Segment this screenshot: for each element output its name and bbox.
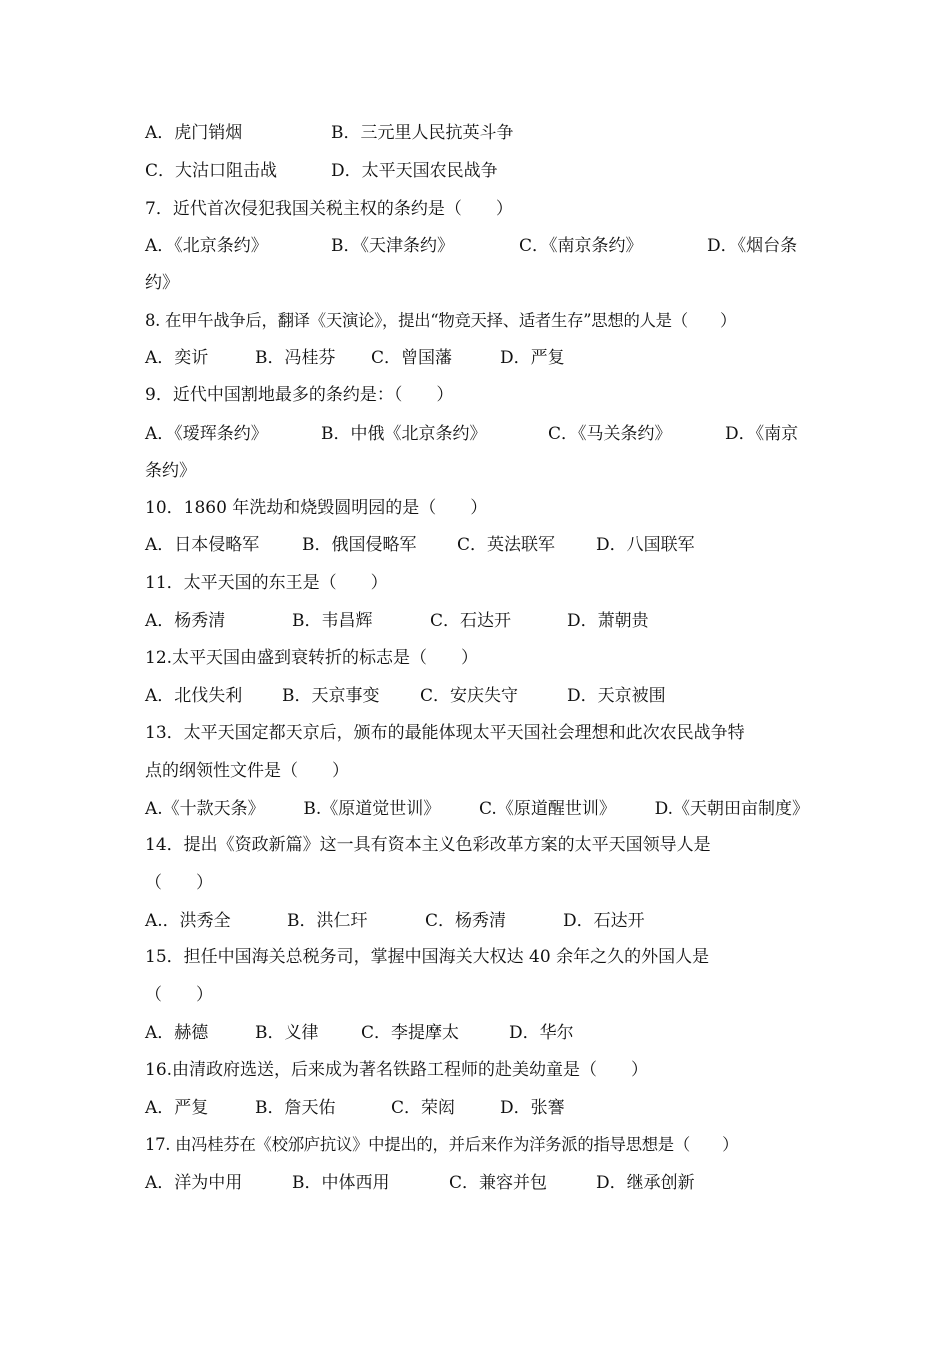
q10-stem: 10．1860 年洗劫和烧毁圆明园的是（ ） — [145, 498, 488, 518]
q13-option-d: D.《天朝田亩制度》 — [654, 799, 809, 819]
q17-option-a: A．洋为中用 — [145, 1173, 243, 1193]
q9-option-d-wrap: 条约》 — [145, 461, 196, 481]
q11-stem: 11．太平天国的东王是（ ） — [145, 573, 388, 593]
q8-option-b: B．冯桂芬 — [255, 348, 336, 368]
q13-stem-line-2: 点的纲领性文件是（ ） — [145, 761, 349, 781]
q12-option-c: C．安庆失守 — [420, 686, 519, 706]
q15-option-d: D．华尔 — [509, 1023, 574, 1043]
q14-stem-line-2: （ ） — [145, 873, 213, 893]
q11-option-d: D．萧朝贵 — [567, 611, 649, 631]
q9-option-b: B．中俄《北京条约》 — [321, 424, 487, 444]
q15-stem-line-1: 15．担任中国海关总税务司，掌握中国海关大权达 40 余年之久的外国人是 — [145, 947, 710, 967]
q8-option-d: D．严复 — [500, 348, 565, 368]
q12-option-d: D．天京被围 — [567, 686, 666, 706]
q14-option-d: D．石达开 — [563, 911, 645, 931]
q11-option-a: A．杨秀清 — [145, 611, 226, 631]
q9-option-d: D．《南京 — [725, 424, 799, 444]
q17-option-b: B．中体西用 — [292, 1173, 390, 1193]
q7-option-b: B．《天津条约》 — [331, 236, 454, 256]
q7-option-d-wrap: 约》 — [145, 273, 179, 293]
q16-option-d: D．张謇 — [500, 1098, 565, 1118]
q14-option-b: B．洪仁玕 — [287, 911, 368, 931]
q14-option-c: C．杨秀清 — [425, 911, 507, 931]
q7-option-d: D．《烟台条 — [707, 236, 798, 256]
q9-option-a: A．《瑷珲条约》 — [145, 424, 268, 444]
q10-option-a: A．日本侵略军 — [145, 535, 260, 555]
q16-option-c: C．荣闳 — [391, 1098, 456, 1118]
q7-stem: 7．近代首次侵犯我国关税主权的条约是（ ） — [145, 199, 513, 219]
q16-stem: 16.由清政府选送，后来成为著名铁路工程师的赴美幼童是（ ） — [145, 1060, 649, 1080]
q7-option-a: A．《北京条约》 — [145, 236, 268, 256]
q6-option-d: D．太平天国农民战争 — [331, 161, 498, 181]
q11-option-b: B．韦昌辉 — [292, 611, 373, 631]
q9-stem: 9．近代中国割地最多的条约是：（ ） — [145, 385, 454, 405]
q8-option-a: A．奕䜣 — [145, 348, 209, 368]
q17-option-d: D．继承创新 — [596, 1173, 695, 1193]
q16-option-b: B．詹天佑 — [255, 1098, 336, 1118]
q13-stem-line-1: 13．太平天国定都天京后，颁布的最能体现太平天国社会理想和此次农民战争特 — [145, 723, 745, 743]
q9-option-c: C．《马关条约》 — [548, 424, 672, 444]
q17-stem: 17. 由冯桂芬在《校邠庐抗议》中提出的，并后来作为洋务派的指导思想是（ ） — [145, 1135, 739, 1154]
q6-option-c: C．大沽口阻击战 — [145, 161, 278, 181]
q15-option-b: B．义律 — [255, 1023, 319, 1043]
q15-option-c: C．李提摩太 — [361, 1023, 460, 1043]
q15-option-a: A．赫德 — [145, 1023, 209, 1043]
q10-option-d: D．八国联军 — [596, 535, 695, 555]
q14-stem-line-1: 14．提出《资政新篇》这一具有资本主义色彩改革方案的太平天国领导人是 — [145, 835, 711, 855]
q11-option-c: C．石达开 — [430, 611, 512, 631]
q13-option-c: C.《原道醒世训》 — [479, 799, 616, 819]
q15-stem-line-2: （ ） — [145, 985, 213, 1005]
q16-option-a: A．严复 — [145, 1098, 209, 1118]
q10-option-c: C．英法联军 — [457, 535, 556, 555]
q12-option-b: B．天京事变 — [282, 686, 380, 706]
q8-option-c: C．曾国藩 — [371, 348, 453, 368]
q8-stem: 8. 在甲午战争后，翻译《天演论》，提出“物竞天择、适者生存”思想的人是（ ） — [145, 311, 737, 330]
q7-option-c: C．《南京条约》 — [519, 236, 643, 256]
q6-option-b: B．三元里人民抗英斗争 — [331, 123, 514, 143]
q14-option-a: A.．洪秀全 — [145, 911, 231, 931]
q12-option-a: A．北伐失利 — [145, 686, 243, 706]
q13-option-b: B.《原道觉世训》 — [303, 799, 441, 819]
q12-stem: 12.太平天国由盛到衰转折的标志是（ ） — [145, 648, 479, 668]
q10-option-b: B．俄国侵略军 — [302, 535, 417, 555]
q13-options — [145, 798, 809, 820]
q6-option-a: A．虎门销烟 — [145, 123, 243, 143]
q17-option-c: C．兼容并包 — [449, 1173, 548, 1193]
q13-option-a: A.《十款天条》 — [145, 799, 265, 819]
